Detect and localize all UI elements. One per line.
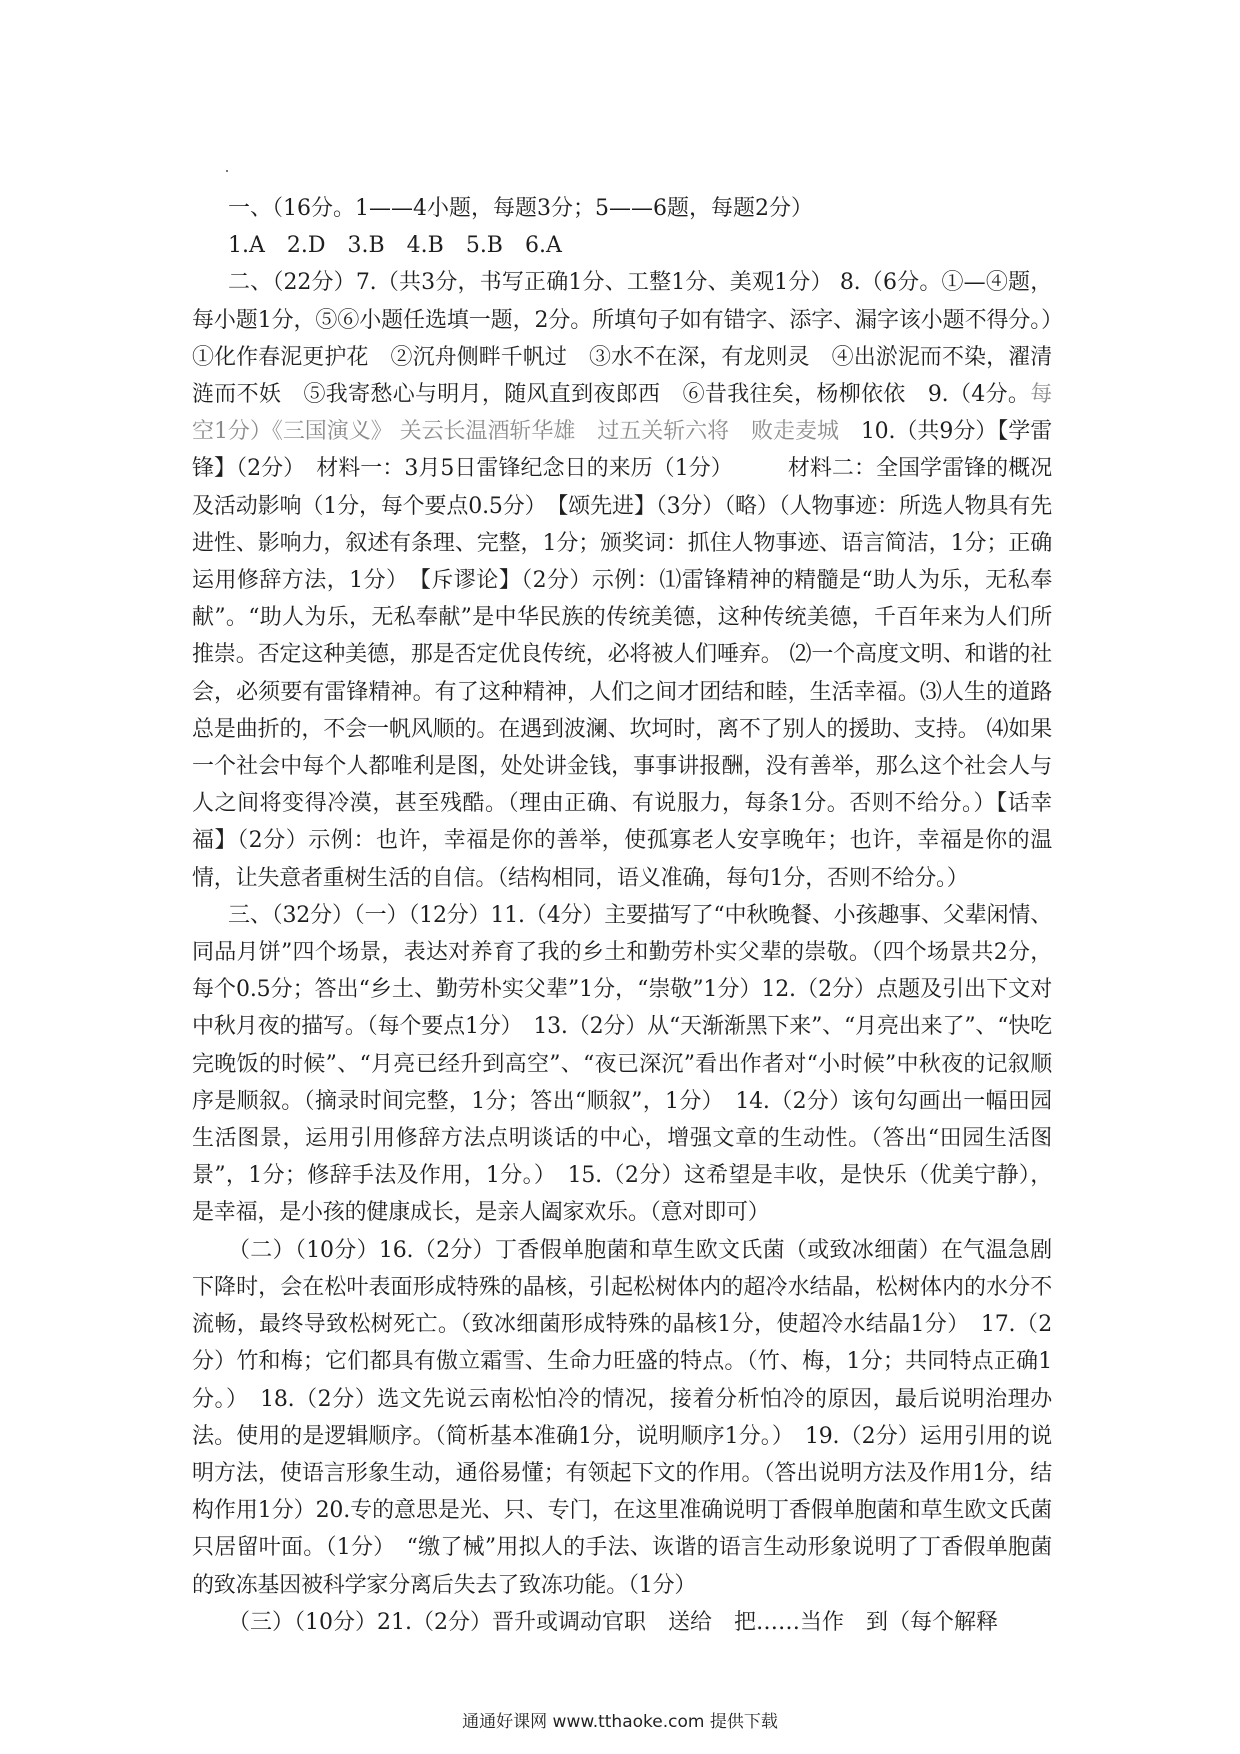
footer-credit: 通通好课网 www.tthaoke.com 提供下载 [462,1712,778,1732]
section-one-answers: 1.A 2.D 3.B 4.B 5.B 6.A [228,233,562,259]
section-three-part-three: （三）（10分）21.（2分）晋升或调动官职 送给 把……当作 到（每个解释 [228,1609,998,1635]
section-three-part-two: （二）（10分）16.（2分）丁香假单胞菌和草生欧文氏菌（或致冰细菌）在气温急剧下降时，会在松叶表面形成特殊的晶核，引起松树体内的超冷水结晶，松树体内的水分不流畅，最终导致松树死亡。（致冰细菌形成特殊的晶核1分，使超冷水结晶1分） 17.（2分）竹和梅；它们都具有傲立霜雪、生命力旺盛的特点。（竹、梅，1分；共同特点正确1分。） 18.（2分）选文先说云南松怕冷的情况，接着分析怕冷的原因，最后说明治理办法。使用的是逻辑顺序。（简析基本准确1分，说明顺序1分。） 19.（2分）运用引用的说明方法，使语言形象生动，通俗易懂；有领起下文的作用。（答出说明方法及作用1分，结构作用1分）20.专的意思是光、只、专门，在这里准确说明丁香假单胞菌和草生欧文氏菌只居留叶面。（1分） “缴了械”用拟人的手法、诙谐的语言生动形象说明了丁香假单胞菌的致冻基因被科学家分离后失去了致冻功能。（1分） [192,1237,1052,1598]
section-two-text-a: 二、（22分）7.（共3分，书写正确1分、工整1分、美观1分） 8.（6分。①—④题，每小题1分，⑤⑥小题任选填一题，2分。所填句子如有错字、添字、漏字该小题不得分。）①化作春泥更护花 ②沉舟侧畔千帆过 ③水不在深，有龙则灵 ④出淤泥而不染，濯清涟而不妖 ⑤我寄愁心与明月，随风直到夜郎西 ⑥昔我往矣，杨柳依依 9.（4分。 [192,270,1052,408]
section-two-gray-text: 每空1分）《三国演义》 关云长温酒斩华雄 过五关斩六将 败走麦城 [192,382,1052,445]
section-two-paragraph [192,264,1052,896]
section-one-heading: 一、（16分。1——4小题，每题3分；5——6题，每题2分） [228,196,813,221]
section-three-part-one: 三、（32分）（一）（12分）11.（4分）主要描写了“中秋晚餐、小孩趣事、父辈闲情、同品月饼”四个场景，表达对养育了我的乡土和勤劳朴实父辈的崇敬。（四个场景共2分，每个0.5分；答出“乡土、勤劳朴实父辈”1分，“崇敬”1分）12.（2分）点题及引出下文对中秋月夜的描写。（每个要点1分） 13.（2分）从“天渐渐黑下来”、“月亮出来了”、“快吃完晚饭的时候”、“月亮已经升到高空”、“夜已深沉”看出作者对“小时候”中秋夜的记叙顺序是顺叙。（摘录时间完整，1分；答出“顺叙”，1分） 14.（2分）该句勾画出一幅田园生活图景，运用引用修辞方法点明谈话的中心，增强文章的生动性。（答出“田园生活图景”，1分；修辞手法及作用，1分。） 15.（2分）这希望是丰收，是快乐（优美宁静），是幸福，是小孩的健康成长，是亲人阖家欢乐。（意对即可） [192,902,1052,1226]
section-two-text-b: 10.（共9分）【学雷锋】（2分） 材料一：3月5日雷锋纪念日的来历（1分） 材料二：全国学雷锋的概况及活动影响（1分，每个要点0.5分） 【颂先进】（3分）（略）（人物事迹：所选人物具有先进性、影响力，叙述有条理、完整，1分；颁奖词：抓住人物事迹、语言简洁，1分；正确运用修辞方法，1分） 【斥谬论】（2分）示例：⑴雷锋精神的精髓是“助人为乐，无私奉献”。“助人为乐，无私奉献”是中华民族的传统美德，这种传统美德，千百年来为人们所推崇。否定这种美德，那是否定优良传统，必将被人们唾弃。 ⑵一个高度文明、和谐的社会，必须要有雷锋精神。有了这种精神，人们之间才团结和睦，生活幸福。⑶人生的道路总是曲折的，不会一帆风顺的。在遇到波澜、坎坷时，离不了别人的援助、支持。 ⑷如果一个社会中每个人都唯利是图，处处讲金钱，事事讲报酬，没有善举，那么这个社会人与人之间将变得冷漠，甚至残酷。（理由正确、有说服力，每条1分。否则不给分。）【话幸福】（2分）示例：也许，幸福是你的善举，使孤寡老人安享晚年；也许，幸福是你的温情，让失意者重树生活的自信。（结构相同，语义准确，每句1分，否则不给分。） [192,419,1052,891]
answer-key-body [192,190,1052,1641]
scan-speck [226,170,228,172]
